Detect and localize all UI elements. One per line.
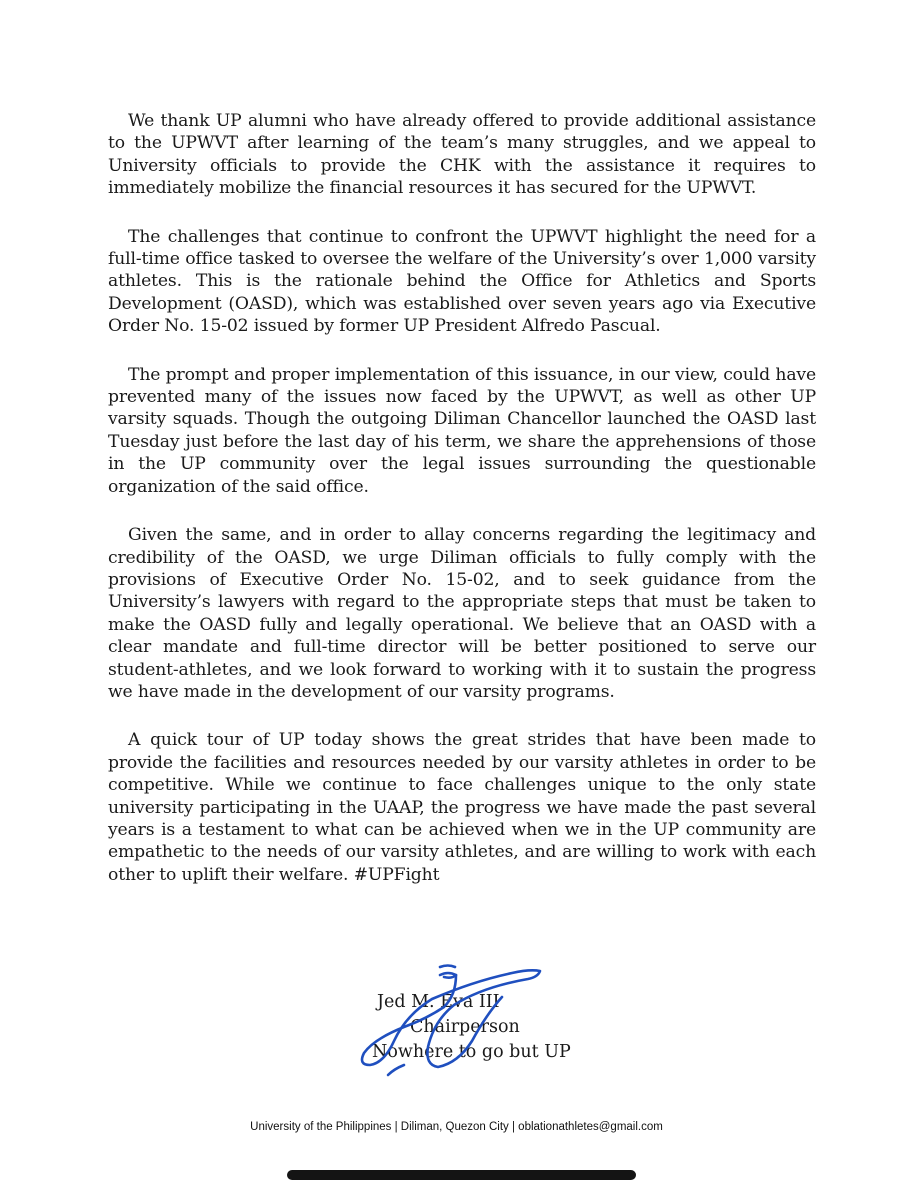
footer-contact-line: University of the Philippines | Diliman, Quezon City | oblationathletes@gmail.com: [250, 1121, 663, 1133]
paragraph-alumni-appeal: We thank UP alumni who have already offered to provide additional assistance to the UPWVT after learning of the team’s many struggles, and we appeal to University officials to provide the CHK with the assistance it requires to immediately mobilize the financial resources it has secured for the UPWVT.: [108, 111, 816, 199]
signature-ink: [362, 966, 540, 1076]
paragraph-implementation: The prompt and proper implementation of this issuance, in our view, could have prevented many of the issues now faced by the UPWVT, as well as other UP varsity squads. Though the outgoing Diliman Chancellor launched the OASD last Tuesday just before the last day of his term, we share the apprehensions of those in the UP community over the legal issues surrounding the questionable organization of the said office.: [108, 364, 816, 497]
paragraph-closing: A quick tour of UP today shows the great strides that have been made to provide the facilities and resources needed by our varsity athletes in order to be competitive. While we continue to face challenges unique to the only state university participating in the UAAP, the progress we have made the past several years is a testament to what can be achieved when we in the UP community are empathetic to the needs of our varsity athletes, and are willing to work with each other to uplift their welfare. #UPFight: [108, 730, 816, 885]
paragraph-compliance-urge: Given the same, and in order to allay concerns regarding the legitimacy and credibility of the OASD, we urge Diliman officials to fully comply with the provisions of Executive Order No. 15-02, and to seek guidance from the University’s lawyers with regard to the appropriate steps that must be taken to make the OASD fully and legally operational. We believe that an OASD with a clear mandate and full-time director will be better positioned to serve our student-athletes, and we look forward to working with it to sustain the progress we have made in the development of our varsity programs.: [108, 525, 816, 702]
home-indicator[interactable]: [287, 1170, 636, 1180]
signatory-name: Jed M. Eva III: [377, 992, 500, 1012]
handwritten-signature: [352, 955, 552, 1085]
paragraph-oasd-rationale: The challenges that continue to confront the UPWVT highlight the need for a full-time office tasked to oversee the welfare of the University’s over 1,000 varsity athletes. This is the rationale behind the Office for Athletics and Sports Development (OASD), which was established over seven years ago via Executive Order No. 15-02 issued by former UP President Alfredo Pascual.: [108, 226, 816, 337]
signatory-motto: Nowhere to go but UP: [372, 1042, 571, 1062]
signatory-title: Chairperson: [410, 1017, 520, 1037]
letter-body: [108, 110, 816, 912]
